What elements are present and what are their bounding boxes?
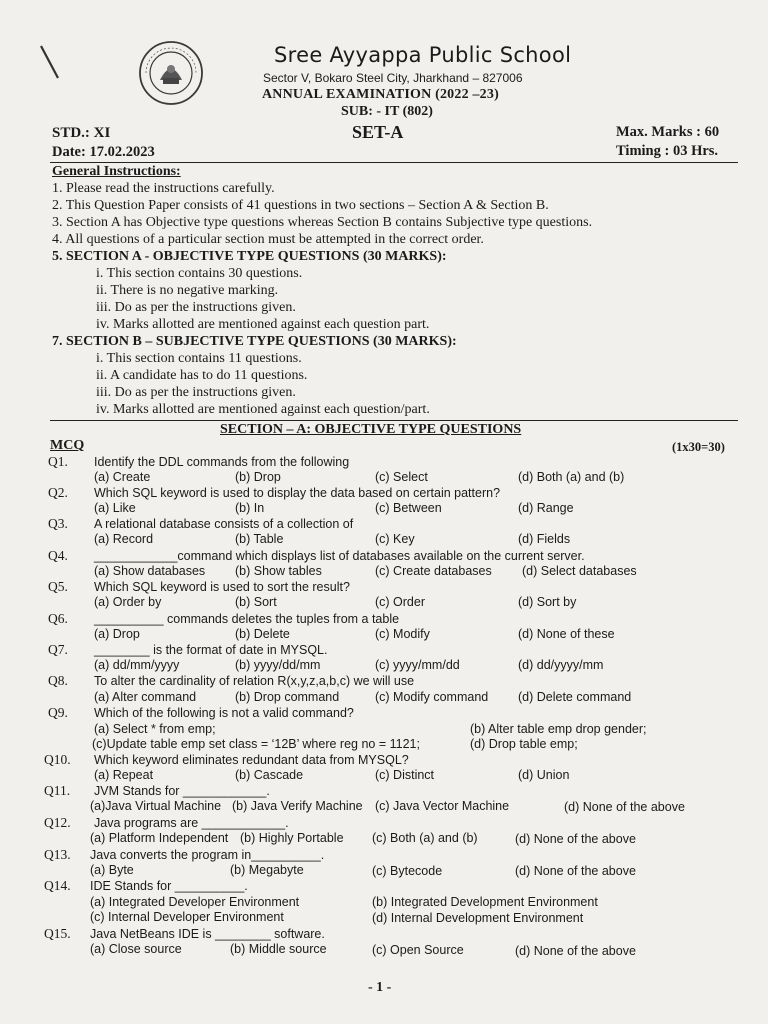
question-text: Which of the following is not a valid command? bbox=[94, 706, 354, 720]
option: (d) Delete command bbox=[518, 690, 632, 704]
option: (a) Platform Independent bbox=[90, 831, 229, 845]
option: (d) Range bbox=[518, 501, 574, 515]
option: (d) Union bbox=[518, 768, 570, 782]
question-number: Q15. bbox=[44, 926, 71, 941]
instruction-5-iv: iv. Marks allotted are mentioned against each question part. bbox=[96, 317, 430, 332]
option: (c) Both (a) and (b) bbox=[372, 831, 478, 845]
option: (c)Update table emp set class = ‘12B’ where reg no = 1121; bbox=[92, 737, 420, 751]
option: (a) Alter command bbox=[94, 690, 197, 704]
question-number: Q5. bbox=[48, 579, 68, 594]
question-text: Which SQL keyword is used to sort the result? bbox=[94, 580, 350, 594]
instruction-7-iii: iii. Do as per the instructions given. bbox=[96, 385, 296, 400]
option: (c) Modify command bbox=[375, 690, 489, 704]
section-a-title: SECTION – A: OBJECTIVE TYPE QUESTIONS bbox=[220, 422, 522, 437]
option: (d) None of the above bbox=[515, 944, 636, 958]
option: (a) dd/mm/yyyy bbox=[94, 658, 180, 672]
option: (b) In bbox=[235, 501, 265, 515]
option: (b) Sort bbox=[235, 595, 277, 609]
instruction-5: 5. SECTION A - OBJECTIVE TYPE QUESTIONS (30 MARKS): bbox=[52, 249, 447, 264]
option: (d) None of the above bbox=[515, 832, 636, 846]
option: (c) Distinct bbox=[375, 768, 435, 782]
option: (b) Alter table emp drop gender; bbox=[470, 722, 647, 736]
option: (c) Bytecode bbox=[372, 864, 443, 878]
option: (b) yyyy/dd/mm bbox=[235, 658, 321, 672]
instruction-4: 4. All questions of a particular section must be attempted in the correct order. bbox=[52, 232, 484, 247]
option: (a) Byte bbox=[90, 863, 134, 877]
question-text: A relational database consists of a collection of bbox=[94, 517, 354, 531]
header-rule bbox=[50, 162, 738, 163]
option: (a) Integrated Developer Environment bbox=[90, 895, 300, 909]
option: (b) Cascade bbox=[235, 768, 304, 782]
instruction-7-ii: ii. A candidate has to do 11 questions. bbox=[96, 368, 308, 383]
option: (c) Open Source bbox=[372, 943, 464, 957]
option: (d) Internal Development Environment bbox=[372, 911, 584, 925]
option: (c) Select bbox=[375, 470, 428, 484]
option: (c) Between bbox=[375, 501, 442, 515]
instruction-7-i: i. This section contains 11 questions. bbox=[96, 351, 302, 366]
max-marks: Max. Marks : 60 bbox=[616, 124, 720, 140]
question-number: Q12. bbox=[44, 815, 71, 830]
option: (a) Close source bbox=[90, 942, 182, 956]
option: (d) None of the above bbox=[564, 800, 685, 814]
question-text: ________ is the format of date in MYSQL. bbox=[94, 643, 328, 657]
option: (b) Table bbox=[235, 532, 284, 546]
question-number: Q3. bbox=[48, 516, 68, 531]
school-emblem-icon bbox=[138, 40, 204, 106]
question-text: Java programs are ____________. bbox=[94, 816, 289, 830]
question-number: Q8. bbox=[48, 673, 68, 688]
question-text: Which keyword eliminates redundant data from MYSQL? bbox=[94, 753, 409, 767]
option: (c) Internal Developer Environment bbox=[90, 910, 284, 924]
instruction-7-iv: iv. Marks allotted are mentioned against each question/part. bbox=[96, 402, 430, 417]
option: (a) Order by bbox=[94, 595, 162, 609]
question-text: IDE Stands for __________. bbox=[90, 879, 248, 893]
option: (a)Java Virtual Machine bbox=[90, 799, 222, 813]
option: (b) Drop bbox=[235, 470, 281, 484]
option: (d) Drop table emp; bbox=[470, 737, 578, 751]
option: (a) Create bbox=[94, 470, 151, 484]
page-number: - 1 - bbox=[368, 980, 392, 995]
instruction-2: 2. This Question Paper consists of 41 questions in two sections – Section A & Section B. bbox=[52, 198, 549, 213]
instructions-heading: General Instructions: bbox=[52, 164, 181, 179]
timing: Timing : 03 Hrs. bbox=[616, 143, 719, 159]
pen-mark bbox=[38, 42, 62, 82]
exam-title: ANNUAL EXAMINATION (2022 –23) bbox=[262, 87, 499, 102]
question-text: To alter the cardinality of relation R(x,y,z,a,b,c) we will use bbox=[94, 674, 415, 688]
option: (d) dd/yyyy/mm bbox=[518, 658, 604, 672]
option: (a) Show databases bbox=[94, 564, 206, 578]
option: (b) Delete bbox=[235, 627, 290, 641]
option: (c) yyyy/mm/dd bbox=[375, 658, 460, 672]
question-number: Q7. bbox=[48, 642, 68, 657]
question-number: Q4. bbox=[48, 548, 68, 563]
section-a-marks: (1x30=30) bbox=[672, 440, 725, 454]
option: (a) Drop bbox=[94, 627, 140, 641]
instruction-7: 7. SECTION B – SUBJECTIVE TYPE QUESTIONS (30 MARKS): bbox=[52, 334, 457, 349]
instruction-5-ii: ii. There is no negative marking. bbox=[96, 283, 279, 298]
option: (d) Select databases bbox=[522, 564, 637, 578]
option: (d) Sort by bbox=[518, 595, 577, 609]
question-text: __________ commands deletes the tuples from a table bbox=[94, 612, 400, 626]
option: (b) Java Verify Machine bbox=[232, 799, 363, 813]
option: (b) Megabyte bbox=[230, 863, 304, 877]
subject: SUB: - IT (802) bbox=[341, 104, 433, 119]
option: (d) Fields bbox=[518, 532, 571, 546]
option: (a) Record bbox=[94, 532, 154, 546]
question-text: Java NetBeans IDE is ________ software. bbox=[90, 927, 325, 941]
question-number: Q11. bbox=[44, 783, 71, 798]
option: (d) None of these bbox=[518, 627, 615, 641]
question-number: Q10. bbox=[44, 752, 71, 767]
question-text: Java converts the program in__________. bbox=[90, 848, 325, 862]
question-number: Q14. bbox=[44, 878, 71, 893]
option: (b) Show tables bbox=[235, 564, 322, 578]
school-address: Sector V, Bokaro Steel City, Jharkhand – 827006 bbox=[263, 71, 523, 85]
option: (c) Java Vector Machine bbox=[375, 799, 510, 813]
option: (a) Select * from emp; bbox=[94, 722, 216, 736]
instruction-5-iii: iii. Do as per the instructions given. bbox=[96, 300, 296, 315]
option: (b) Integrated Development Environment bbox=[372, 895, 598, 909]
option: (d) Both (a) and (b) bbox=[518, 470, 625, 484]
question-number: Q1. bbox=[48, 454, 68, 469]
question-number: Q13. bbox=[44, 847, 71, 862]
mcq-label: MCQ bbox=[50, 438, 85, 453]
option: (c) Order bbox=[375, 595, 425, 609]
section-rule bbox=[50, 420, 738, 421]
instruction-3: 3. Section A has Objective type questions whereas Section B contains Subjective type questions. bbox=[52, 215, 593, 230]
question-text: Which SQL keyword is used to display the data based on certain pattern? bbox=[94, 486, 501, 500]
option: (c) Create databases bbox=[375, 564, 492, 578]
std-label: STD.: XI bbox=[52, 125, 111, 141]
school-name: Sree Ayyappa Public School bbox=[274, 43, 572, 67]
question-text: ____________command which displays list of databases available on the current server. bbox=[94, 549, 585, 563]
question-text: JVM Stands for ____________. bbox=[94, 784, 270, 798]
option: (d) None of the above bbox=[515, 864, 636, 878]
option: (a) Like bbox=[94, 501, 136, 515]
instruction-5-i: i. This section contains 30 questions. bbox=[96, 266, 303, 281]
set-label: SET-A bbox=[352, 122, 404, 142]
option: (a) Repeat bbox=[94, 768, 154, 782]
option: (c) Key bbox=[375, 532, 415, 546]
option: (b) Middle source bbox=[230, 942, 327, 956]
option: (c) Modify bbox=[375, 627, 430, 641]
instruction-1: 1. Please read the instructions carefully. bbox=[52, 181, 275, 196]
exam-date: Date: 17.02.2023 bbox=[52, 144, 155, 160]
option: (b) Highly Portable bbox=[240, 831, 344, 845]
question-number: Q2. bbox=[48, 485, 68, 500]
question-number: Q9. bbox=[48, 705, 68, 720]
question-number: Q6. bbox=[48, 611, 68, 626]
question-text: Identify the DDL commands from the following bbox=[94, 455, 350, 469]
option: (b) Drop command bbox=[235, 690, 340, 704]
